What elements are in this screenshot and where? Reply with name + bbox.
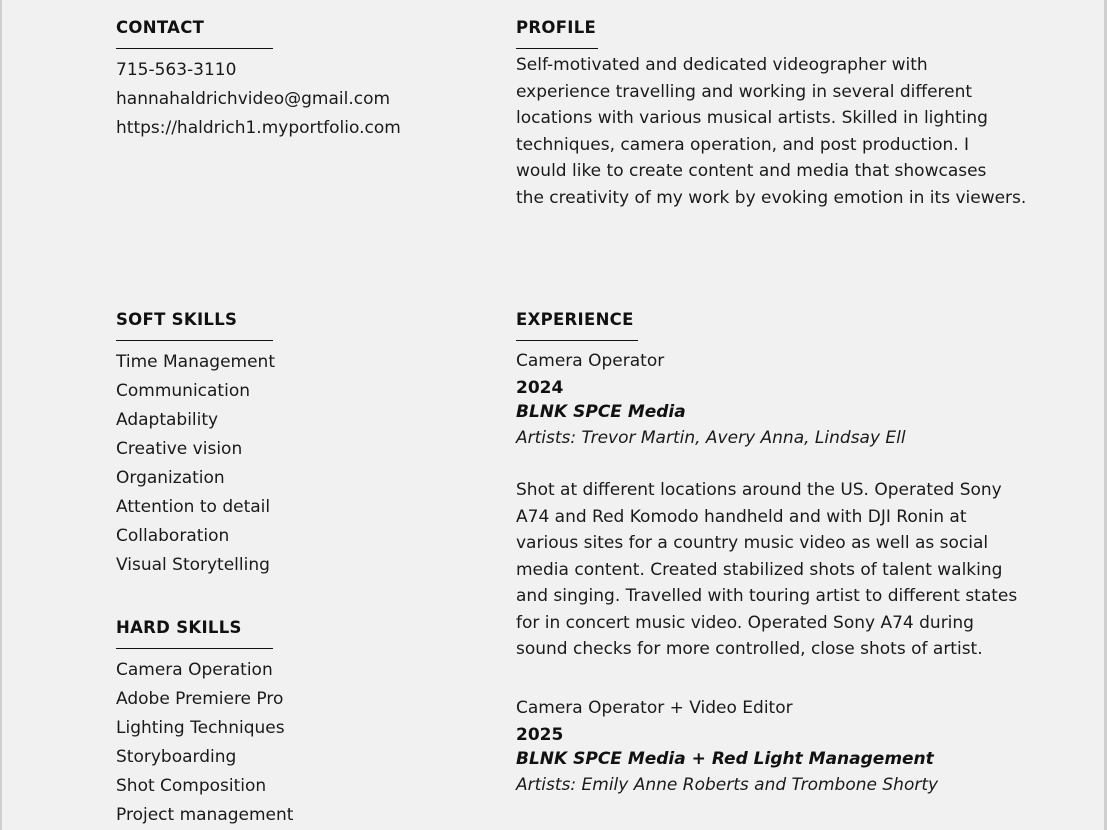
profile-line: experience travelling and working in several different: [516, 81, 973, 102]
job-description-line: various sites for a country music video as well as social: [516, 533, 989, 553]
job-entry: [516, 348, 1056, 663]
contact-heading: CONTACT: [116, 18, 205, 37]
job-description-line: A74 and Red Komodo handheld and with DJI Ronin at: [516, 506, 967, 527]
hard-skills-underline: [116, 648, 273, 649]
list-item: Adaptability: [116, 410, 219, 430]
profile-text: [516, 52, 1056, 211]
profile-heading: PROFILE: [516, 18, 597, 37]
job-year: 2024: [516, 378, 564, 398]
job-company: BLNK SPCE Media: [516, 402, 686, 422]
contact-phone: 715-563-3110: [116, 60, 237, 80]
job-description-line: sound checks for more controlled, close shots of artist.: [516, 639, 983, 659]
profile-line: locations with various musical artists. Skilled in lighting: [516, 108, 988, 128]
hard-skills-section: [116, 617, 456, 830]
contact-email[interactable]: hannahaldrichvideo@gmail.com: [116, 89, 391, 109]
list-item: Time Management: [116, 352, 275, 372]
profile-line: techniques, camera operation, and post production. I: [516, 134, 970, 155]
hard-skills-heading: HARD SKILLS: [116, 618, 242, 637]
job-year: 2025: [516, 724, 564, 745]
soft-skills-section: [116, 309, 456, 580]
job-description-line: media content. Created stabilized shots of talent walking: [516, 559, 1003, 580]
list-item: Adobe Premiere Pro: [116, 689, 284, 709]
experience-underline: [516, 340, 638, 341]
soft-skills-list: [116, 348, 456, 580]
job-description-line: and singing. Travelled with touring artist to different states: [516, 586, 1018, 606]
soft-skills-heading: SOFT SKILLS: [116, 310, 238, 329]
job-description-line: for in concert music video. Operated Sony A74 during: [516, 612, 974, 633]
list-item: Communication: [116, 381, 250, 401]
contact-underline: [116, 48, 273, 49]
job-artists: Artists: Trevor Martin, Avery Anna, Lindsay Ell: [516, 428, 906, 448]
list-item: Creative vision: [116, 439, 243, 459]
job-description: [516, 477, 1056, 663]
list-item: Collaboration: [116, 526, 230, 546]
soft-skills-underline: [116, 340, 273, 341]
hard-skills-list: [116, 656, 456, 830]
job-company: BLNK SPCE Media + Red Light Management: [516, 748, 934, 769]
list-item: Organization: [116, 468, 225, 488]
list-item: Shot Composition: [116, 776, 267, 796]
profile-section: [516, 17, 1056, 211]
profile-line: would like to create content and media that showcases: [516, 161, 987, 181]
contact-website[interactable]: https://haldrich1.myportfolio.com: [116, 118, 401, 138]
list-item: Project management: [116, 805, 294, 825]
list-item: Visual Storytelling: [116, 555, 270, 575]
contact-section: [116, 17, 456, 143]
list-item: Camera Operation: [116, 660, 273, 680]
job-entry: [516, 695, 1056, 799]
list-item: Storyboarding: [116, 747, 237, 767]
page-edge-left: [0, 0, 2, 830]
profile-line: Self-motivated and dedicated videographer with: [516, 55, 928, 75]
profile-line: the creativity of my work by evoking emotion in its viewers.: [516, 187, 1027, 208]
list-item: Attention to detail: [116, 497, 271, 517]
job-title: Camera Operator + Video Editor: [516, 697, 793, 718]
job-title: Camera Operator: [516, 351, 665, 371]
profile-underline: [516, 48, 598, 49]
experience-section: [516, 309, 1056, 799]
experience-heading: EXPERIENCE: [516, 310, 634, 329]
list-item: Lighting Techniques: [116, 718, 285, 738]
job-artists: Artists: Emily Anne Roberts and Trombone Shorty: [516, 774, 939, 795]
job-description-line: Shot at different locations around the US. Operated Sony: [516, 480, 1002, 500]
